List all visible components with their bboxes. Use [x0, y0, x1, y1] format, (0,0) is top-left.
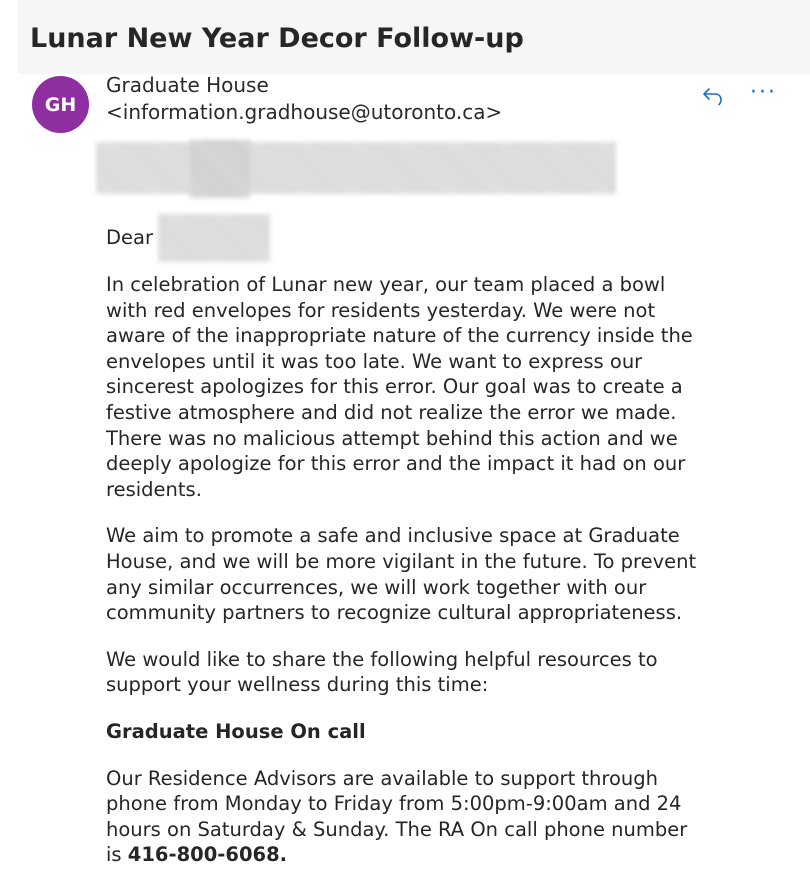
more-options-button[interactable]: ···: [750, 80, 777, 105]
paragraph-line: hours on Saturday & Sunday. The RA On call phone number: [106, 817, 688, 841]
email-subject: Lunar New Year Decor Follow-up: [30, 23, 524, 54]
paragraph-line: In celebration of Lunar new year, our team placed a bowl: [106, 273, 666, 296]
paragraph-line: any similar occurrences, we will work together with our: [106, 575, 647, 599]
sender-avatar[interactable]: GH: [32, 76, 89, 133]
phone-prefix: is: [106, 843, 128, 867]
sender-email[interactable]: <information.gradhouse@utoronto.ca>: [106, 100, 503, 124]
paragraph-apology: [106, 272, 786, 502]
redacted-recipients: [96, 142, 616, 194]
reply-button[interactable]: [700, 82, 726, 108]
reply-icon: [700, 82, 726, 108]
paragraph-line: phone from Monday to Friday from 5:00pm-9:00am and 24: [106, 792, 682, 816]
section-heading-on-call: Graduate House On call: [106, 719, 366, 743]
sender-name[interactable]: Graduate House: [106, 73, 269, 97]
paragraph-line: We would like to share the following helpful resources to: [106, 647, 658, 671]
paragraph-line: House, and we will be more vigilant in the future. To prevent: [106, 549, 697, 573]
paragraph-line: envelopes until it was too late. We want to express our: [106, 349, 643, 373]
paragraph-line: community partners to recognize cultural appropriateness.: [106, 601, 683, 625]
paragraph-line-last: [106, 842, 786, 868]
paragraph-line: sincerest apologizes for this error. Our goal was to create a: [106, 375, 683, 399]
paragraph-line: There was no malicious attempt behind this action and we: [106, 426, 678, 450]
paragraph-resources: [106, 647, 786, 698]
paragraph-commitment: [106, 523, 786, 625]
paragraph-line: with red envelopes for residents yesterday. We were not: [106, 298, 656, 322]
paragraph-line: Our Residence Advisors are available to support through: [106, 766, 659, 790]
paragraph-line: aware of the inappropriate nature of the currency inside the: [106, 324, 693, 348]
redacted-recipients-extra: [190, 140, 250, 198]
phone-number[interactable]: 416-800-6068.: [127, 843, 288, 867]
paragraph-line: deeply apologize for this error and the impact it had on our: [106, 452, 686, 476]
paragraph-line: We aim to promote a safe and inclusive space at Graduate: [106, 524, 680, 548]
paragraph-line: festive atmosphere and did not realize the error we made.: [106, 400, 677, 424]
email-body: [106, 225, 786, 868]
paragraph-line: support your wellness during this time:: [106, 673, 489, 697]
greeting: Dear: [106, 226, 153, 249]
paragraph-on-call: [106, 766, 786, 868]
paragraph-line: residents.: [106, 477, 202, 501]
